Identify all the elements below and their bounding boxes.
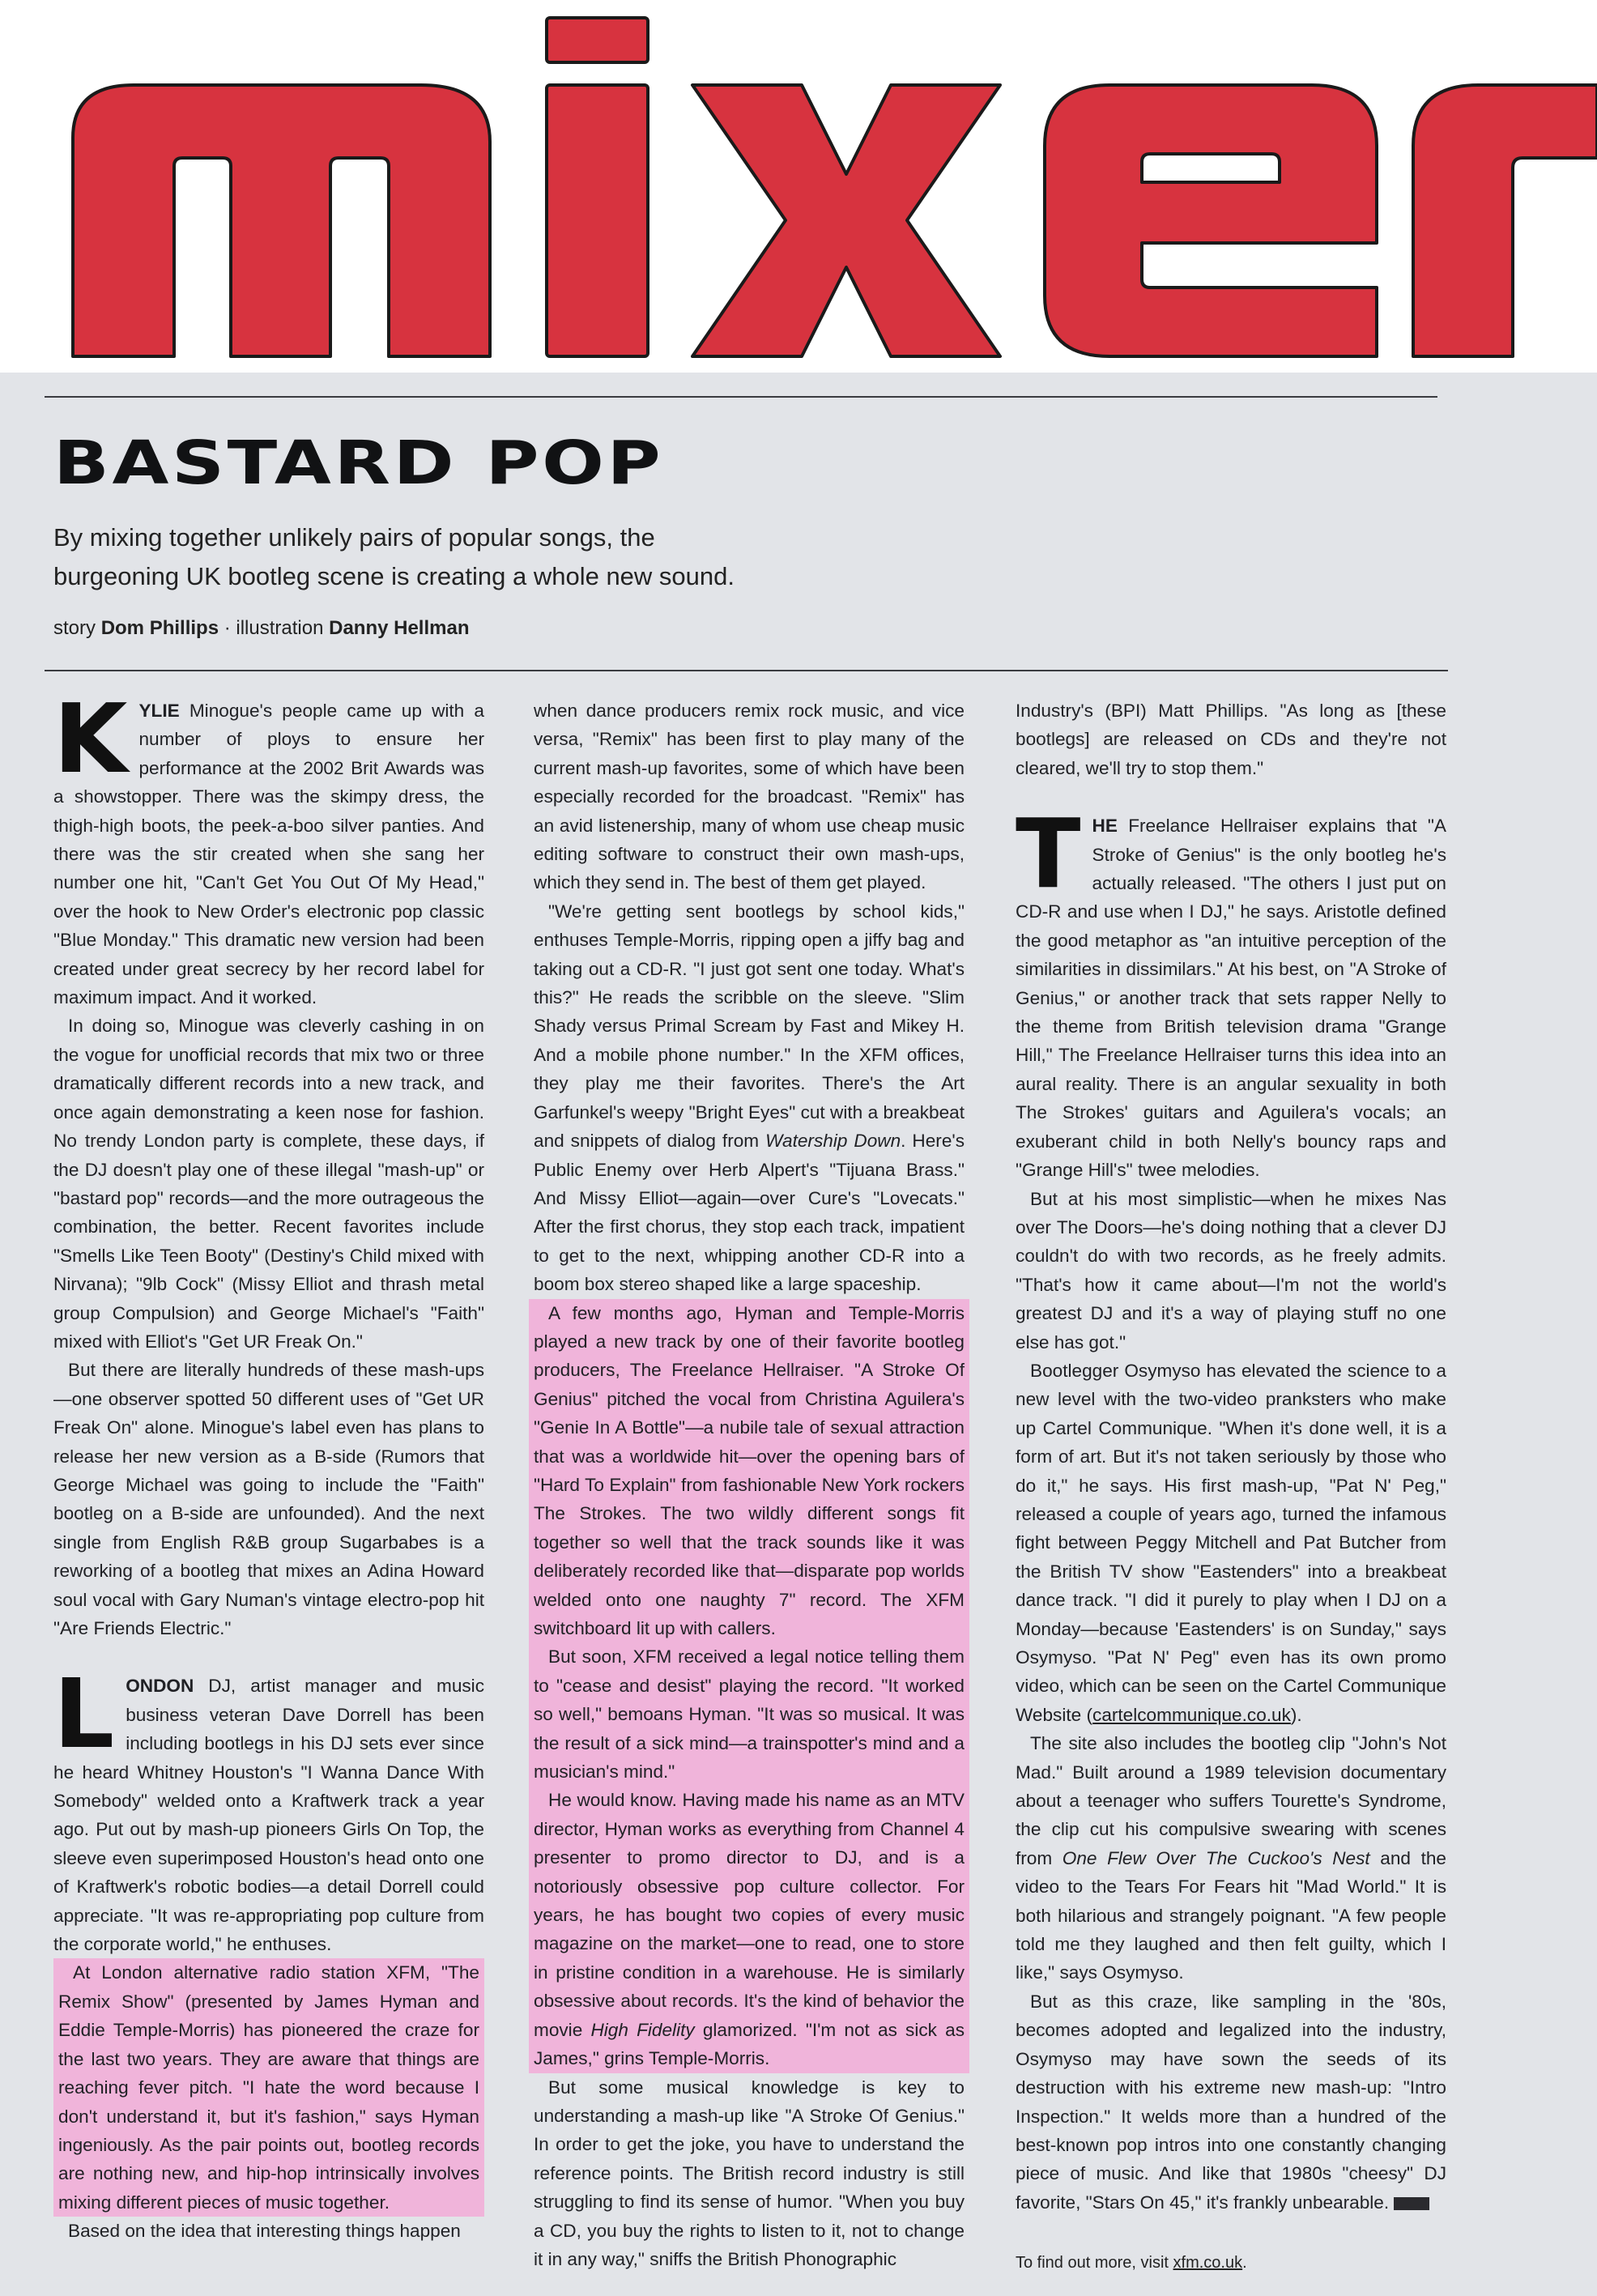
italic-title: High Fidelity xyxy=(590,2019,695,2040)
paragraph: But soon, XFM received a legal notice telling them to "cease and desist" playing the record. "It worked so well," bemoans Hyman. "It was so musical. It was the result of a sick mind—a trainspotter's mind and a musician's mind." xyxy=(534,1646,965,1783)
article-column-2 xyxy=(534,696,965,2273)
logo-letter-e xyxy=(1045,85,1377,356)
drop-cap: K xyxy=(53,683,128,794)
footnote-link[interactable]: xfm.co.uk xyxy=(1173,2254,1243,2272)
paragraph: But at his most simplistic—when he mixes Nas over The Doors—he's doing nothing that a clever DJ couldn't do with two records, as he freely admits. "That's how it came about—I'm not the world's greatest DJ and it's a way of playing stuff no one else has got." xyxy=(1016,1188,1446,1352)
illustration-label: illustration xyxy=(236,617,324,639)
italic-title: One Flew Over The Cuckoo's Nest xyxy=(1062,1847,1370,1868)
credit-separator: · xyxy=(224,617,231,639)
drop-cap: T xyxy=(1016,798,1081,910)
paragraph: But there are literally hundreds of these mash-ups—one observer spotted 50 different uses of "Get UR Freak On" alone. Minogue's label even has plans to release her new version as a B-side (Rumors that George Michael was going to include the "Faith" bootleg on a B-side are unfounded). And the next single from English R&B group Sugarbabes is a reworking of a bootleg that mixes an Adina Howard soul vocal with Gary Numan's vintage electro-pop hit "Are Friends Electric." xyxy=(53,1360,484,1638)
article-column-1 xyxy=(53,683,484,2246)
paragraph: KYLIE Minogue's people came up with a number of ploys to ensure her performance at the 2002 Brit Awards was a showstopper. There was the skimpy dress, the thigh-high boots, the peek-a-boo silver panties. And there was the stir created when she sang her number one hit, "Can't Get You Out Of My Head," over the hook to New Order's electronic pop classic "Blue Monday." This dramatic new version had been created under great secrecy by her record label for maximum impact. And it worked. xyxy=(53,683,484,1008)
paragraph: In doing so, Minogue was cleverly cashing in on the vogue for unofficial records that mix two or three dramatically different records into a new track, and once again demonstrating a keen nose for fashion. No trendy London party is complete, these days, if the DJ doesn't play one of these illegal "mash-up" or "bastard pop" records—and the more outrageous the combination, the better. Recent favorites include "Smells Like Teen Booty" (Destiny's Child mixed with Nirvana); "9lb Cock" (Missy Elliot and thrash metal group Compulsion) and George Michael's "Faith" mixed with Elliot's "Get UR Freak On." xyxy=(53,1016,484,1352)
byline-rule xyxy=(45,670,1448,671)
paragraph: when dance producers remix rock music, and vice versa, "Remix" has been first to play many of the current mash-up favorites, some of which have been especially recorded for the broadcast. "Remix" has an avid listenership, many of whom use cheap music editing software to construct their own mash-ups, which they send in. The best of them get played. xyxy=(534,701,965,893)
article-column-3 xyxy=(1016,696,1446,2217)
paragraph: He would know. Having made his name as an MTV director, Hyman works as everything from Channel 4 presenter to promo director to DJ, and is a notoriously obsessive pop culture collector. For years, he has bought two copies of every music magazine on the market—one to read, one to store in pristine condition in a warehouse. He is similarly obsessive about records. It's the kind of behavior the movie High Fidelity glamorized. "I'm not as sick as James," grins Temple-Morris. xyxy=(534,1790,965,2069)
paragraph: LONDON DJ, artist manager and music business veteran Dave Dorrell has been including bootlegs in his DJ sets ever since he heard Whitney Houston's "I Wanna Dance With Somebody" welded onto a Kraftwerk track a year ago. Put out by mash-up pioneers Girls On Top, the sleeve even superimposed Houston's head onto one of Kraftwerk's robotic bodies—a detail Dorrell could appreciate. "It was re-appropriating pop culture from the corporate world," he enthuses. xyxy=(53,1658,484,1955)
italic-title: Watership Down xyxy=(765,1131,901,1152)
article-credits xyxy=(53,617,470,640)
lead-in: YLIE xyxy=(138,701,180,721)
paragraph: Industry's (BPI) Matt Phillips. "As long as [these bootlegs] are released on CDs and they're not cleared, we'll try to stop them." xyxy=(1016,701,1446,778)
highlighted-passage xyxy=(529,1299,969,2073)
logo-letter-r xyxy=(1413,85,1597,356)
story-label: story xyxy=(53,617,96,639)
logo-letter-m xyxy=(73,85,490,356)
paragraph: But some musical knowledge is key to understanding a mash-up like "A Stroke Of Genius." In order to get the joke, you have to understand the reference points. The British record industry is still struggling to find its sense of humor. "When you buy a CD, you buy the rights to listen to it, not to change it in any way," sniffs the British Phonographic xyxy=(534,2077,965,2269)
logo-letter-x xyxy=(692,85,1000,356)
illustrator: Danny Hellman xyxy=(329,617,470,639)
logo-letter-i-stem xyxy=(547,85,648,356)
top-rule xyxy=(45,396,1437,398)
story-author: Dom Phillips xyxy=(100,617,219,639)
logo-letter-i-dot xyxy=(547,18,648,62)
article-deck: By mixing together unlikely pairs of popular songs, the burgeoning UK bootleg scene is creating a whole new sound. xyxy=(53,523,735,590)
drop-cap: L xyxy=(53,1658,115,1770)
article-headline: BASTARD POP xyxy=(53,428,664,498)
paragraph: Bootlegger Osymyso has elevated the science to a new level with the two-video pranksters who make up Cartel Communique. "When it's done well, it is a form of art. But it's not taken seriously by those who do it," he says. His first mash-up, "Pat N' Peg," released a couple of years ago, turned the infamous fight between Peggy Mitchell and Pat Butcher from the British TV show "Eastenders" into a breakbeat dance track. "I did it purely to play when I DJ on a Monday—because 'Eastenders' is on Sunday," says Osymyso. "Pat N' Peg" even has its own promo video, which can be seen on the Cartel Communique Website (cartelcommunique.co.uk). xyxy=(1016,1360,1446,1725)
highlighted-paragraph: At London alternative radio station XFM, "The Remix Show" (presented by James Hyman and Eddie Temple-Morris) has pioneered the craze for the last two years. They are aware that things are reaching fever pitch. "I hate the word because I don't understand it, but it's fashion," says Hyman ingeniously. As the pair points out, bootleg records are nothing new, and hip-hop intrinsically involves mixing different pieces of music together. xyxy=(53,1958,484,2217)
paragraph: The site also includes the bootleg clip "John's Not Mad." Built around a 1989 television documentary about a teenager who suffers Tourette's Syndrome, the clip cut his compulsive swearing with scenes from One Flew Over The Cuckoo's Nest and the video to the Tears For Fears hit "Mad World." It is both hilarious and strangely poignant. "A few people told me they laughed and then felt guilty, which I like," says Osymyso. xyxy=(1016,1733,1446,1983)
lead-in: ONDON xyxy=(126,1676,194,1697)
end-mark-icon xyxy=(1394,2197,1429,2210)
website-link[interactable]: cartelcommunique.co.uk xyxy=(1092,1704,1291,1725)
paragraph: But as this craze, like sampling in the '80s, becomes adopted and legalized into the industry, Osymyso may have sown the seeds of its destruction with his extreme new mash-up: "Intro Inspection." It welds more than a hundred of the best-known pop intros into one constantly changing piece of music. And like that 1980s "cheesy" DJ favorite, "Stars On 45," it's frankly unbearable. xyxy=(1016,1991,1446,2213)
paragraph: A few months ago, Hyman and Temple-Morris played a new track by one of their favorite bootleg producers, The Freelance Hellraiser. "A Stroke Of Genius" pitched the vocal from Christina Aguilera's "Genie In A Bottle"—a nubile tale of sexual attraction that was a worldwide hit—over the opening bars of "Hard To Explain" from fashionable New York rockers The Strokes. The two wildly different songs fit together so well that the track sounds like it was deliberately recorded like that—disparate pop worlds welded onto one naughty 7" record. The XFM switchboard lit up with callers. xyxy=(534,1302,965,1638)
paragraph: Based on the idea that interesting things happen xyxy=(68,2221,461,2242)
masthead xyxy=(0,0,1597,373)
footnote: To find out more, visit xfm.co.uk. xyxy=(1016,2254,1247,2272)
paragraph: THE Freelance Hellraiser explains that "A Stroke of Genius" is the only bootleg he's actually released. "The others I just put on CD-R and use when I DJ," he says. Aristotle defined the good metaphor as "an intuitive perception of the similarities in dissimilars." At his best, on "A Stroke of Genius," or another track that sets rapper Nelly to the theme from British television drama "Grange Hill," The Freelance Hellraiser turns this idea into an aural reality. There is an angular sexuality in both The Strokes' guitars and Aguilera's vocals; an exuberant child in both Nelly's bouncy raps and "Grange Hill's" twee melodies. xyxy=(1016,798,1446,1181)
paragraph: "We're getting sent bootlegs by school kids," enthuses Temple-Morris, ripping open a jiffy bag and taking out a CD-R. "I just got sent one today. What's this?" He reads the scribble on the sleeve. "Slim Shady versus Primal Scream by Fast and Mikey H. And a mobile phone number." In the XFM offices, they play me their favorites. There's the Art Garfunkel's weepy "Bright Eyes" cut with a breakbeat and snippets of dialog from Watership Down. Here's Public Enemy over Herb Alpert's "Tijuana Brass." And Missy Elliot—again—over Cure's "Lovecats." After the first chorus, they stop each track, impatient to get to the next, whipping another CD-R into a boom box stereo shaped like a large spaceship. xyxy=(534,901,965,1295)
lead-in: HE xyxy=(1092,816,1118,837)
masthead-logo xyxy=(0,0,1597,373)
